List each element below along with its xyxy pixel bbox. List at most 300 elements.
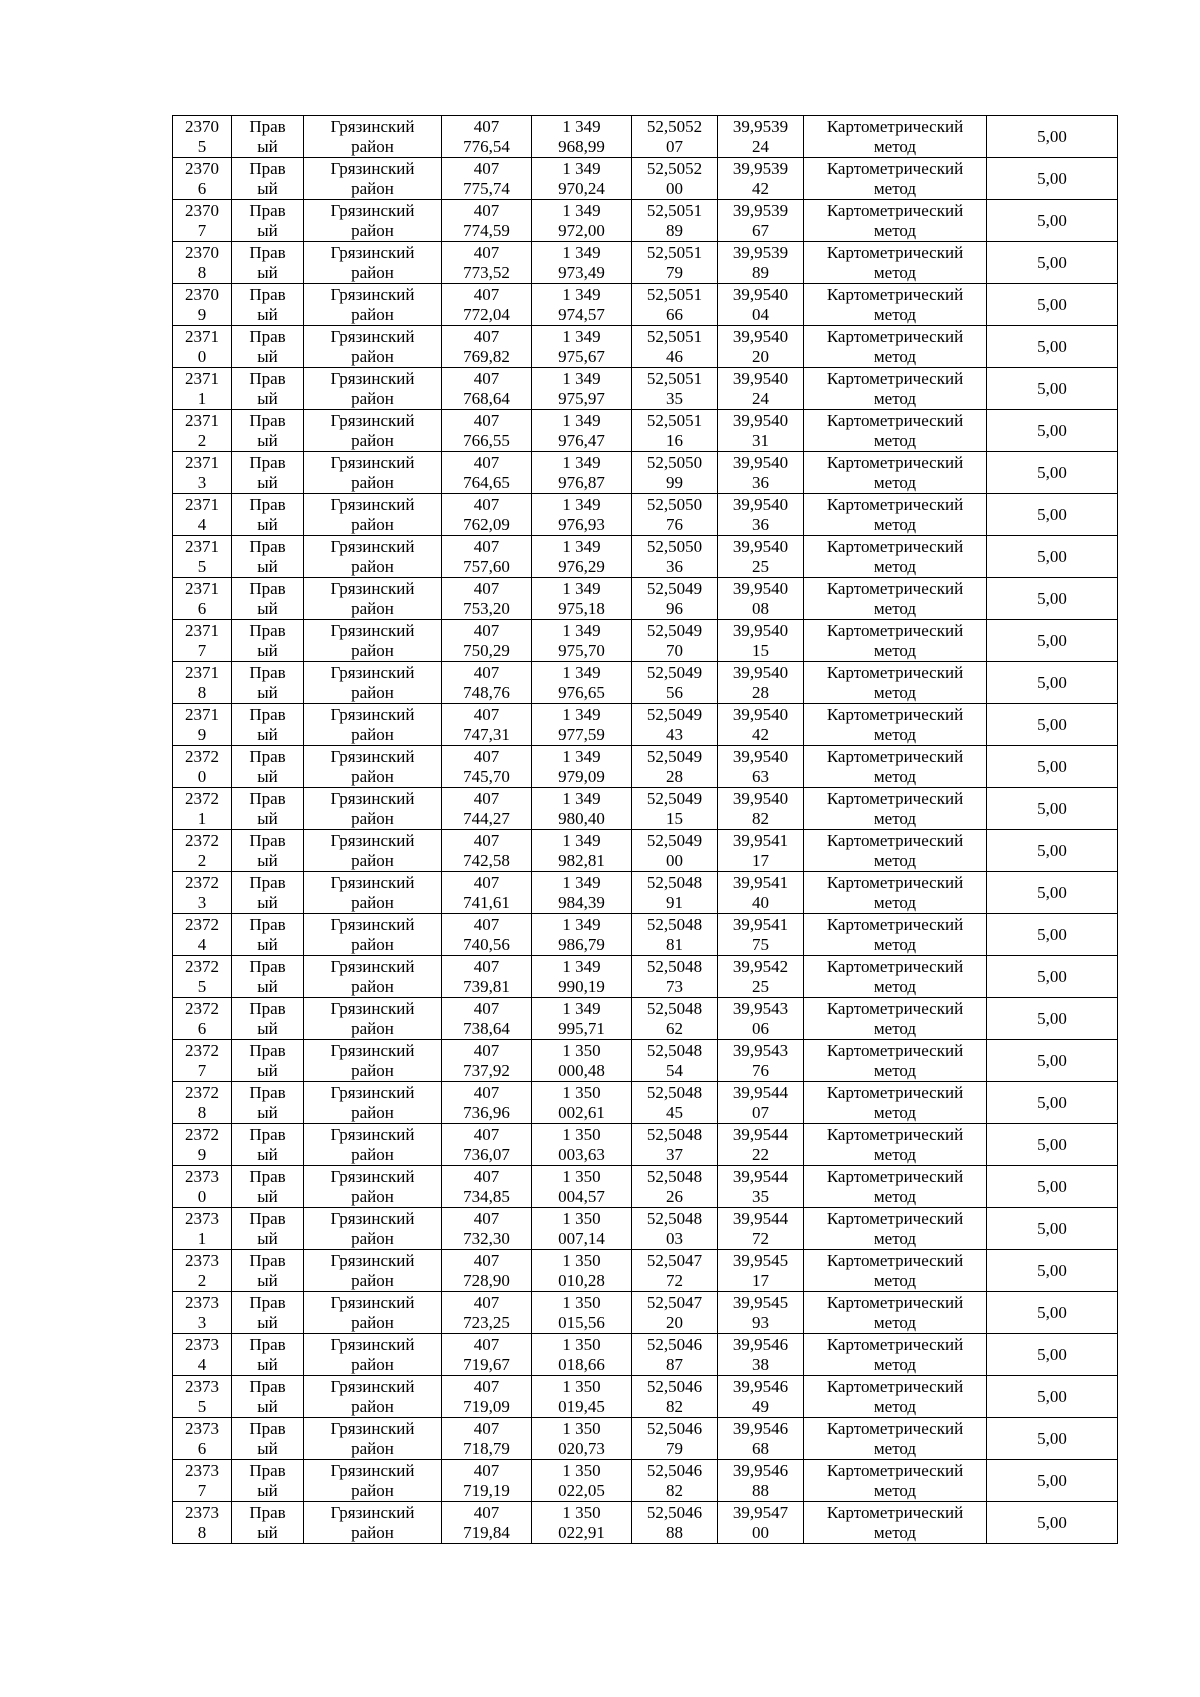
table-row — [173, 1124, 1118, 1166]
y-coordinate-line: 984,39 — [558, 892, 605, 912]
district-line: район — [351, 304, 394, 324]
y-coordinate-line: 1 350 — [562, 1166, 601, 1186]
latitude-line: 52,5052 — [646, 158, 703, 178]
point-number-line: 2370 — [185, 284, 219, 304]
longitude-cell — [718, 200, 804, 242]
longitude-cell — [718, 998, 804, 1040]
point-number-line: 8 — [197, 1522, 207, 1542]
point-number-line: 5 — [197, 136, 207, 156]
y-coordinate-cell — [532, 1124, 632, 1166]
latitude-line: 82 — [666, 1396, 683, 1416]
district-line: Грязинский — [330, 578, 415, 598]
longitude-line: 04 — [752, 304, 769, 324]
method-line: Картометрический — [826, 200, 964, 220]
x-coordinate-line: 407 — [473, 788, 500, 808]
side-line: Прав — [249, 914, 286, 934]
district-cell — [304, 578, 442, 620]
side-line: ый — [257, 472, 278, 492]
side-cell — [232, 914, 304, 956]
method-line: метод — [873, 262, 917, 282]
y-coordinate-line: 1 349 — [562, 830, 601, 850]
accuracy-cell: 5,00 — [987, 494, 1118, 536]
point-number-cell — [173, 746, 232, 788]
y-coordinate-line: 1 350 — [562, 1460, 601, 1480]
method-line: Картометрический — [826, 1250, 964, 1270]
x-coordinate-cell — [442, 242, 532, 284]
y-coordinate-line: 1 349 — [562, 620, 601, 640]
district-cell — [304, 452, 442, 494]
longitude-line: 39,9540 — [732, 746, 789, 766]
point-number-cell — [173, 704, 232, 746]
accuracy-cell: 5,00 — [987, 956, 1118, 998]
point-number-line: 2373 — [185, 1502, 219, 1522]
method-line: метод — [873, 640, 917, 660]
district-cell — [304, 158, 442, 200]
y-coordinate-line: 007,14 — [558, 1228, 605, 1248]
district-line: Грязинский — [330, 620, 415, 640]
longitude-line: 39,9546 — [732, 1376, 789, 1396]
side-line: ый — [257, 136, 278, 156]
x-coordinate-line: 407 — [473, 1040, 500, 1060]
latitude-cell — [632, 914, 718, 956]
district-cell — [304, 956, 442, 998]
side-cell — [232, 1208, 304, 1250]
latitude-line: 72 — [666, 1270, 683, 1290]
longitude-line: 75 — [752, 934, 769, 954]
longitude-line: 39,9539 — [732, 158, 789, 178]
side-line: Прав — [249, 326, 286, 346]
point-number-cell — [173, 410, 232, 452]
method-line: Картометрический — [826, 1040, 964, 1060]
point-number-line: 2373 — [185, 1418, 219, 1438]
longitude-cell — [718, 368, 804, 410]
method-line: метод — [873, 388, 917, 408]
side-line: Прав — [249, 452, 286, 472]
point-number-cell — [173, 536, 232, 578]
method-line: метод — [873, 304, 917, 324]
point-number-line: 3 — [197, 472, 207, 492]
longitude-line: 49 — [752, 1396, 769, 1416]
district-line: Грязинский — [330, 1040, 415, 1060]
latitude-line: 43 — [666, 724, 683, 744]
longitude-line: 17 — [752, 850, 769, 870]
x-coordinate-line: 750,29 — [463, 640, 510, 660]
longitude-line: 39,9546 — [732, 1418, 789, 1438]
side-cell — [232, 452, 304, 494]
side-cell — [232, 872, 304, 914]
side-line: Прав — [249, 200, 286, 220]
x-coordinate-cell — [442, 1460, 532, 1502]
y-coordinate-cell — [532, 200, 632, 242]
y-coordinate-line: 020,73 — [558, 1438, 605, 1458]
method-line: Картометрический — [826, 1166, 964, 1186]
latitude-cell — [632, 956, 718, 998]
y-coordinate-line: 1 349 — [562, 956, 601, 976]
longitude-line: 39,9540 — [732, 662, 789, 682]
accuracy-cell: 5,00 — [987, 1376, 1118, 1418]
table-row — [173, 1250, 1118, 1292]
method-line: метод — [873, 934, 917, 954]
method-line: метод — [873, 1102, 917, 1122]
method-cell — [804, 1250, 987, 1292]
longitude-cell — [718, 494, 804, 536]
method-line: метод — [873, 1060, 917, 1080]
accuracy-cell: 5,00 — [987, 284, 1118, 326]
point-number-line: 9 — [197, 724, 207, 744]
longitude-line: 38 — [752, 1354, 769, 1374]
longitude-cell — [718, 1460, 804, 1502]
district-line: район — [351, 514, 394, 534]
latitude-line: 96 — [666, 598, 683, 618]
method-line: метод — [873, 1144, 917, 1164]
latitude-line: 87 — [666, 1354, 683, 1374]
district-line: район — [351, 556, 394, 576]
latitude-cell — [632, 536, 718, 578]
district-cell — [304, 1124, 442, 1166]
x-coordinate-line: 407 — [473, 1292, 500, 1312]
district-line: район — [351, 808, 394, 828]
district-line: Грязинский — [330, 284, 415, 304]
side-line: ый — [257, 514, 278, 534]
x-coordinate-line: 723,25 — [463, 1312, 510, 1332]
longitude-cell — [718, 1292, 804, 1334]
method-line: Картометрический — [826, 368, 964, 388]
x-coordinate-cell — [442, 1208, 532, 1250]
latitude-line: 52,5049 — [646, 620, 703, 640]
x-coordinate-cell — [442, 662, 532, 704]
longitude-line: 40 — [752, 892, 769, 912]
district-line: Грязинский — [330, 1418, 415, 1438]
district-cell — [304, 620, 442, 662]
latitude-line: 52,5051 — [646, 410, 703, 430]
district-cell — [304, 1334, 442, 1376]
district-cell — [304, 1292, 442, 1334]
district-line: Грязинский — [330, 452, 415, 472]
y-coordinate-line: 976,93 — [558, 514, 605, 534]
latitude-cell — [632, 1418, 718, 1460]
y-coordinate-line: 1 350 — [562, 1082, 601, 1102]
district-line: Грязинский — [330, 1250, 415, 1270]
table-row — [173, 998, 1118, 1040]
side-line: Прав — [249, 1460, 286, 1480]
point-number-cell — [173, 1124, 232, 1166]
longitude-cell — [718, 1334, 804, 1376]
latitude-line: 54 — [666, 1060, 683, 1080]
side-line: ый — [257, 1060, 278, 1080]
latitude-line: 52,5046 — [646, 1502, 703, 1522]
x-coordinate-cell — [442, 704, 532, 746]
point-number-line: 6 — [197, 598, 207, 618]
x-coordinate-line: 407 — [473, 158, 500, 178]
side-cell — [232, 1250, 304, 1292]
table-row — [173, 704, 1118, 746]
latitude-cell — [632, 746, 718, 788]
point-number-cell — [173, 242, 232, 284]
longitude-line: 39,9545 — [732, 1250, 789, 1270]
latitude-line: 73 — [666, 976, 683, 996]
method-cell — [804, 368, 987, 410]
longitude-line: 39,9541 — [732, 872, 789, 892]
latitude-line: 03 — [666, 1228, 683, 1248]
longitude-line: 42 — [752, 178, 769, 198]
point-number-line: 2372 — [185, 914, 219, 934]
latitude-line: 52,5051 — [646, 368, 703, 388]
accuracy-cell: 5,00 — [987, 410, 1118, 452]
method-line: метод — [873, 850, 917, 870]
district-line: район — [351, 934, 394, 954]
longitude-cell — [718, 1040, 804, 1082]
method-cell — [804, 1208, 987, 1250]
method-cell — [804, 1292, 987, 1334]
x-coordinate-cell — [442, 116, 532, 158]
x-coordinate-cell — [442, 494, 532, 536]
x-coordinate-line: 732,30 — [463, 1228, 510, 1248]
x-coordinate-cell — [442, 788, 532, 830]
longitude-cell — [718, 1124, 804, 1166]
method-cell — [804, 1124, 987, 1166]
y-coordinate-line: 990,19 — [558, 976, 605, 996]
side-line: ый — [257, 892, 278, 912]
y-coordinate-cell — [532, 578, 632, 620]
longitude-line: 39,9544 — [732, 1124, 789, 1144]
latitude-line: 52,5047 — [646, 1250, 703, 1270]
method-line: метод — [873, 346, 917, 366]
y-coordinate-line: 1 350 — [562, 1418, 601, 1438]
accuracy-cell: 5,00 — [987, 326, 1118, 368]
accuracy-cell: 5,00 — [987, 662, 1118, 704]
y-coordinate-cell — [532, 1502, 632, 1544]
district-line: Грязинский — [330, 1124, 415, 1144]
method-line: Картометрический — [826, 1208, 964, 1228]
latitude-line: 52,5048 — [646, 914, 703, 934]
accuracy-cell: 5,00 — [987, 116, 1118, 158]
longitude-line: 39,9541 — [732, 914, 789, 934]
longitude-line: 24 — [752, 388, 769, 408]
method-cell — [804, 1082, 987, 1124]
point-number-line: 2371 — [185, 368, 219, 388]
method-line: метод — [873, 556, 917, 576]
side-cell — [232, 1502, 304, 1544]
table-row — [173, 1082, 1118, 1124]
latitude-line: 52,5048 — [646, 872, 703, 892]
latitude-line: 52,5049 — [646, 788, 703, 808]
point-number-line: 2372 — [185, 956, 219, 976]
side-line: ый — [257, 1354, 278, 1374]
x-coordinate-cell — [442, 956, 532, 998]
point-number-line: 2372 — [185, 788, 219, 808]
x-coordinate-line: 747,31 — [463, 724, 510, 744]
y-coordinate-line: 975,67 — [558, 346, 605, 366]
x-coordinate-line: 773,52 — [463, 262, 510, 282]
point-number-line: 0 — [197, 1186, 207, 1206]
district-line: Грязинский — [330, 1376, 415, 1396]
method-line: Картометрический — [826, 410, 964, 430]
side-line: ый — [257, 1522, 278, 1542]
district-line: Грязинский — [330, 536, 415, 556]
latitude-cell — [632, 200, 718, 242]
longitude-cell — [718, 788, 804, 830]
longitude-line: 39,9545 — [732, 1292, 789, 1312]
table-row — [173, 1418, 1118, 1460]
table-row — [173, 200, 1118, 242]
side-line: ый — [257, 976, 278, 996]
latitude-cell — [632, 662, 718, 704]
method-line: Картометрический — [826, 704, 964, 724]
latitude-line: 00 — [666, 850, 683, 870]
table-row — [173, 662, 1118, 704]
latitude-cell — [632, 368, 718, 410]
x-coordinate-line: 407 — [473, 872, 500, 892]
point-number-line: 6 — [197, 1018, 207, 1038]
side-line: ый — [257, 934, 278, 954]
accuracy-cell: 5,00 — [987, 578, 1118, 620]
table-row — [173, 1460, 1118, 1502]
y-coordinate-line: 995,71 — [558, 1018, 605, 1038]
longitude-line: 00 — [752, 1522, 769, 1542]
side-line: ый — [257, 388, 278, 408]
district-line: район — [351, 1228, 394, 1248]
side-cell — [232, 746, 304, 788]
district-cell — [304, 1166, 442, 1208]
side-cell — [232, 1082, 304, 1124]
table-row — [173, 956, 1118, 998]
accuracy-cell: 5,00 — [987, 1040, 1118, 1082]
side-line: ый — [257, 262, 278, 282]
latitude-line: 99 — [666, 472, 683, 492]
district-line: Грязинский — [330, 662, 415, 682]
latitude-line: 52,5051 — [646, 326, 703, 346]
longitude-line: 82 — [752, 808, 769, 828]
x-coordinate-cell — [442, 620, 532, 662]
table-row — [173, 158, 1118, 200]
method-line: Картометрический — [826, 830, 964, 850]
latitude-cell — [632, 1250, 718, 1292]
x-coordinate-cell — [442, 158, 532, 200]
district-line: Грязинский — [330, 830, 415, 850]
y-coordinate-cell — [532, 284, 632, 326]
district-line: район — [351, 1438, 394, 1458]
latitude-cell — [632, 410, 718, 452]
y-coordinate-line: 000,48 — [558, 1060, 605, 1080]
y-coordinate-line: 1 349 — [562, 494, 601, 514]
side-line: ый — [257, 1186, 278, 1206]
point-number-cell — [173, 788, 232, 830]
latitude-line: 36 — [666, 556, 683, 576]
table-row — [173, 1208, 1118, 1250]
longitude-line: 39,9540 — [732, 494, 789, 514]
y-coordinate-line: 986,79 — [558, 934, 605, 954]
longitude-line: 93 — [752, 1312, 769, 1332]
side-line: Прав — [249, 1250, 286, 1270]
x-coordinate-line: 768,64 — [463, 388, 510, 408]
district-line: район — [351, 1186, 394, 1206]
latitude-line: 52,5046 — [646, 1418, 703, 1438]
longitude-line: 39,9543 — [732, 1040, 789, 1060]
x-coordinate-line: 719,19 — [463, 1480, 510, 1500]
x-coordinate-cell — [442, 1418, 532, 1460]
x-coordinate-line: 764,65 — [463, 472, 510, 492]
latitude-cell — [632, 830, 718, 872]
longitude-line: 25 — [752, 976, 769, 996]
y-coordinate-line: 1 349 — [562, 242, 601, 262]
longitude-cell — [718, 536, 804, 578]
district-line: Грязинский — [330, 494, 415, 514]
point-number-line: 2373 — [185, 1250, 219, 1270]
point-number-cell — [173, 284, 232, 326]
latitude-line: 52,5049 — [646, 578, 703, 598]
longitude-line: 39,9546 — [732, 1460, 789, 1480]
method-line: метод — [873, 220, 917, 240]
accuracy-cell: 5,00 — [987, 200, 1118, 242]
method-line: метод — [873, 1312, 917, 1332]
point-number-line: 8 — [197, 1102, 207, 1122]
x-coordinate-line: 736,07 — [463, 1144, 510, 1164]
side-cell — [232, 1040, 304, 1082]
latitude-cell — [632, 578, 718, 620]
point-number-cell — [173, 1292, 232, 1334]
x-coordinate-cell — [442, 1166, 532, 1208]
y-coordinate-line: 974,57 — [558, 304, 605, 324]
x-coordinate-line: 407 — [473, 536, 500, 556]
side-line: Прав — [249, 1418, 286, 1438]
y-coordinate-cell — [532, 830, 632, 872]
point-number-line: 8 — [197, 682, 207, 702]
method-line: метод — [873, 1522, 917, 1542]
district-cell — [304, 830, 442, 872]
point-number-line: 2372 — [185, 1082, 219, 1102]
x-coordinate-line: 728,90 — [463, 1270, 510, 1290]
x-coordinate-line: 741,61 — [463, 892, 510, 912]
table-row — [173, 578, 1118, 620]
point-number-line: 9 — [197, 1144, 207, 1164]
x-coordinate-line: 407 — [473, 1166, 500, 1186]
point-number-cell — [173, 662, 232, 704]
x-coordinate-line: 407 — [473, 1460, 500, 1480]
y-coordinate-line: 019,45 — [558, 1396, 605, 1416]
point-number-cell — [173, 1208, 232, 1250]
longitude-line: 39,9541 — [732, 830, 789, 850]
side-line: Прав — [249, 536, 286, 556]
y-coordinate-cell — [532, 1334, 632, 1376]
point-number-cell — [173, 830, 232, 872]
district-line: Грязинский — [330, 1460, 415, 1480]
point-number-line: 2373 — [185, 1460, 219, 1480]
x-coordinate-line: 407 — [473, 284, 500, 304]
district-line: район — [351, 1354, 394, 1374]
latitude-line: 91 — [666, 892, 683, 912]
point-number-cell — [173, 578, 232, 620]
y-coordinate-line: 968,99 — [558, 136, 605, 156]
longitude-line: 06 — [752, 1018, 769, 1038]
point-number-line: 7 — [197, 1480, 207, 1500]
method-line: Картометрический — [826, 242, 964, 262]
side-line: Прав — [249, 704, 286, 724]
method-cell — [804, 242, 987, 284]
method-line: Картометрический — [826, 998, 964, 1018]
latitude-cell — [632, 1460, 718, 1502]
side-line: ый — [257, 1018, 278, 1038]
district-line: район — [351, 1396, 394, 1416]
x-coordinate-cell — [442, 536, 532, 578]
x-coordinate-line: 407 — [473, 494, 500, 514]
latitude-cell — [632, 872, 718, 914]
y-coordinate-line: 970,24 — [558, 178, 605, 198]
method-line: метод — [873, 1228, 917, 1248]
y-coordinate-cell — [532, 1208, 632, 1250]
side-line: Прав — [249, 1292, 286, 1312]
latitude-line: 52,5048 — [646, 1082, 703, 1102]
point-number-line: 2371 — [185, 704, 219, 724]
